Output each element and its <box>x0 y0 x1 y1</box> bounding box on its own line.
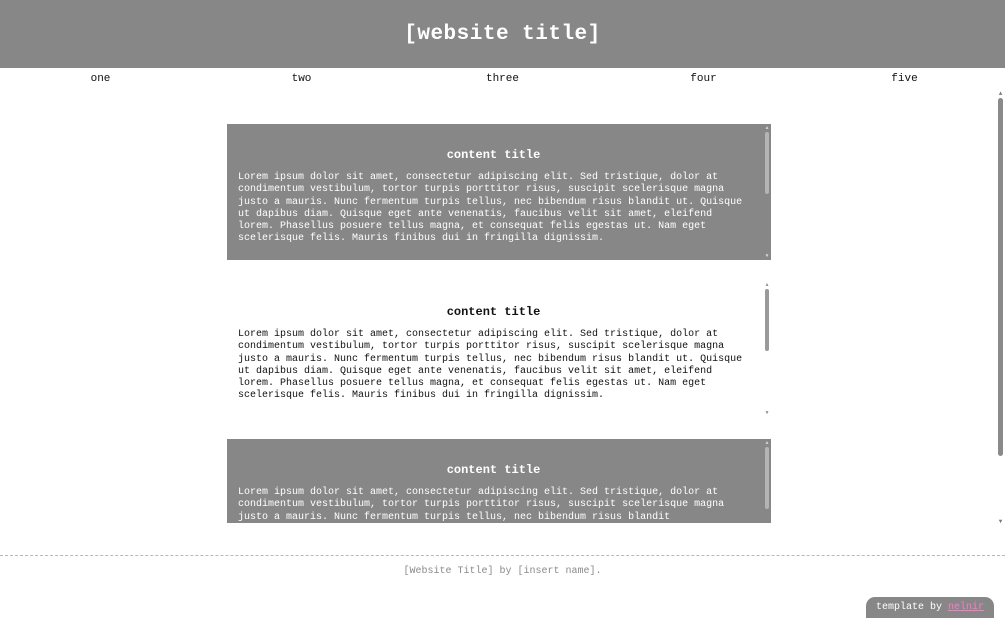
scroll-up-arrow-icon[interactable]: ▲ <box>765 440 769 446</box>
content-box-scrollbar[interactable] <box>763 281 771 417</box>
scrollbar-thumb[interactable] <box>765 132 769 194</box>
page-scrollbar[interactable] <box>996 90 1005 526</box>
scroll-up-arrow-icon[interactable]: ▲ <box>998 90 1003 97</box>
scrollbar-thumb[interactable] <box>765 289 769 351</box>
scroll-up-arrow-icon[interactable]: ▲ <box>765 282 769 288</box>
template-credit <box>866 597 994 618</box>
credit-link[interactable]: nelnir <box>948 602 985 613</box>
content-box-2[interactable] <box>227 281 771 417</box>
credit-prefix: template by <box>875 602 942 613</box>
scroll-down-arrow-icon[interactable]: ▼ <box>765 410 769 416</box>
footer-text: [Website Title] by [insert name]. <box>403 566 602 577</box>
nav-item-four[interactable]: four <box>690 73 717 85</box>
nav-item-five[interactable]: five <box>891 73 918 85</box>
scrollbar-thumb[interactable] <box>765 447 769 509</box>
main-nav <box>0 68 1005 90</box>
content-title: content title <box>446 463 541 477</box>
page-scrollbar-thumb[interactable] <box>998 98 1003 456</box>
nav-item-two[interactable]: two <box>291 73 312 85</box>
site-header <box>0 0 1005 68</box>
content-box-1[interactable] <box>227 124 771 260</box>
content-box-3[interactable] <box>227 439 771 523</box>
content-box-scrollbar[interactable] <box>763 439 771 523</box>
content-text: Lorem ipsum dolor sit amet, consectetur adipiscing elit. Sed tristique, dolor at condimentum vestibulum, tortor turpis porttitor risus, suscipit scelerisque magna justo a mauris. Nunc fermentum turpis tellus, nec bibendum risus blandit <box>238 487 725 523</box>
content-box-scrollbar[interactable] <box>763 124 771 260</box>
scroll-up-arrow-icon[interactable]: ▲ <box>765 125 769 131</box>
nav-item-one[interactable]: one <box>90 73 111 85</box>
scroll-down-arrow-icon[interactable]: ▼ <box>765 253 769 259</box>
content-text: Lorem ipsum dolor sit amet, consectetur adipiscing elit. Sed tristique, dolor at condimentum vestibulum, tortor turpis porttitor risus, suscipit scelerisque magna justo a mauris. Nunc fermentum turpis tellus, nec bibendum risus blandit ut. Quisque ut dapibus diam. Quisque eget ante venenatis, faucibus velit sit amet, eleifend lorem. Phasellus posuere tellus magna, et consequat felis egestas ut. Nam eget scelerisque felis. Mauris finibus dui in fringilla dignissim. <box>238 329 743 402</box>
content-scroll-area[interactable] <box>0 90 995 526</box>
site-title: [website title] <box>404 22 601 46</box>
content-title: content title <box>446 305 541 319</box>
scroll-down-arrow-icon[interactable]: ▼ <box>998 518 1003 525</box>
nav-item-three[interactable]: three <box>485 73 519 85</box>
footer-divider <box>0 555 1005 556</box>
content-text: Lorem ipsum dolor sit amet, consectetur adipiscing elit. Sed tristique, dolor at condimentum vestibulum, tortor turpis porttitor risus, suscipit scelerisque magna justo a mauris. Nunc fermentum turpis tellus, nec bibendum risus blandit ut. Quisque ut dapibus diam. Quisque eget ante venenatis, faucibus velit sit amet, eleifend lorem. Phasellus posuere tellus magna, et consequat felis egestas ut. Nam eget scelerisque felis. Mauris finibus dui in fringilla dignissim. <box>238 172 743 245</box>
content-title: content title <box>446 148 541 162</box>
